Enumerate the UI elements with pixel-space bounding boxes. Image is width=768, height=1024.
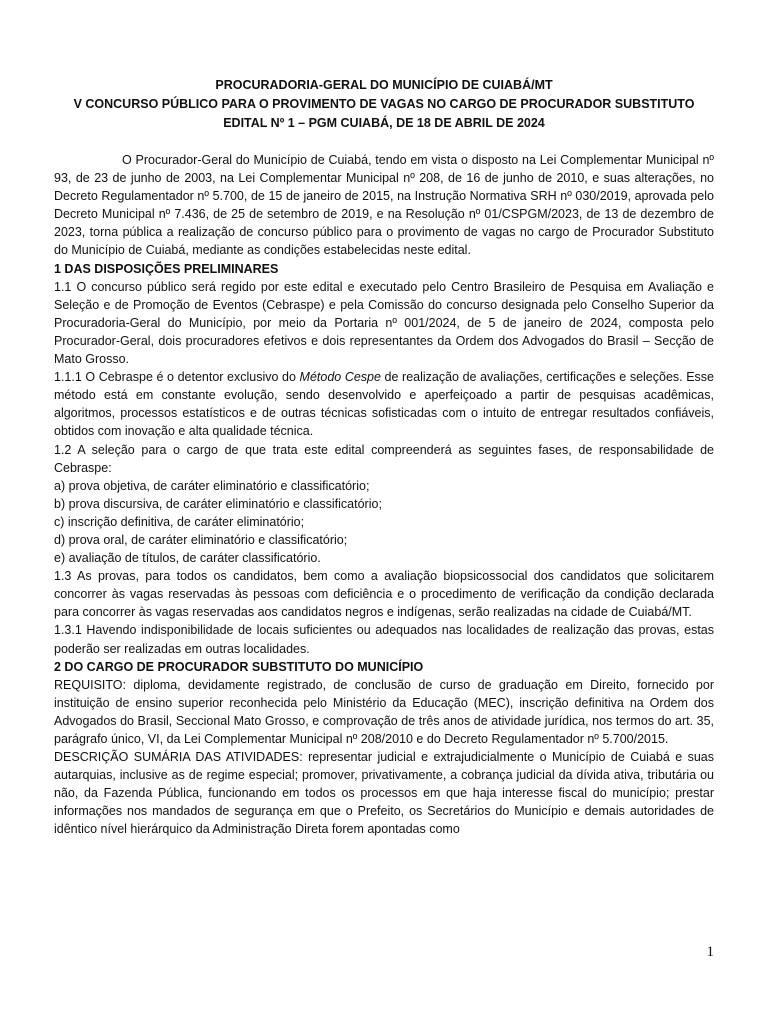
- item-1-2: 1.2 A seleção para o cargo de que trata este edital compreenderá as seguintes fases, de responsabilidade de Cebraspe:: [54, 442, 714, 475]
- document-header: [48, 76, 720, 133]
- item-1-1-1-end: de realização de avaliações, certificações e seleções. Esse método está em constante evolução, sendo desenvolvido e aperfeiçoado a partir de pesquisas acadêmicas, algoritmos, processos estatísticos e de outras técnicas sofisticadas com o intuito de entregar resultados confiáveis, obtidos com inovação e alta qualidade técnica.: [54, 370, 715, 439]
- item-1-1-1: [54, 368, 714, 440]
- requisito-paragraph: REQUISITO: diploma, devidamente registrado, de conclusão de curso de graduação em Direito, fornecido por instituição de ensino superior reconhecida pelo Ministério da Educação (MEC), inscrição definitiva na Ordem dos Advogados do Brasil, Seccional Mato Grosso, e comprovação de três anos de atividade jurídica, nos termos do art. 35, parágrafo único, VI, da Lei Complementar Municipal nº 208/2010 e do Decreto Regulamentador nº 5.700/2015.: [54, 677, 714, 746]
- section-1-heading: 1 DAS DISPOSIÇÕES PRELIMINARES: [54, 261, 279, 276]
- method-name: Método Cespe: [299, 370, 381, 385]
- item-1-1: 1.1 O concurso público será regido por este edital e executado pelo Centro Brasileiro de Pesquisa em Avaliação e Seleção e de Promoção de Eventos (Cebraspe) e pela Comissão do concurso designada pelo Conselho Superior da Procuradoria-Geral do Município, por meio da Portaria nº 001/2024, de 5 de janeiro de 2024, composta pelo Procurador-Geral, dois procuradores efetivos e dois representantes da Ordem dos Advogados do Brasil – Secção de Mato Grosso.: [54, 279, 714, 367]
- page-number: 1: [706, 944, 714, 960]
- section-2-heading: 2 DO CARGO DE PROCURADOR SUBSTITUTO DO MUNICÍPIO: [54, 659, 424, 674]
- descricao-paragraph: DESCRIÇÃO SUMÁRIA DAS ATIVIDADES: representar judicial e extrajudicialmente o Município de Cuiabá e suas autarquias, inclusive as de regime especial; promover, privativamente, a cobrança judicial da dívida ativa, tributária ou não, da Fazenda Pública, funcionando em todos os processos em que haja interesse fiscal do município; prestar informações nos mandados de segurança em que o Prefeito, os Secretários do Município e demais autoridades de idêntico nível hierárquico da Administração Direta forem apontadas como: [54, 750, 714, 837]
- phase-item-b: b) prova discursiva, de caráter eliminatório e classificatório;: [54, 496, 382, 511]
- phase-item-c: c) inscrição definitiva, de caráter eliminatório;: [54, 514, 305, 529]
- document-body: [54, 151, 714, 839]
- header-line-contest: V CONCURSO PÚBLICO PARA O PROVIMENTO DE VAGAS NO CARGO DE PROCURADOR SUBSTITUTO: [73, 97, 695, 111]
- item-1-3: 1.3 As provas, para todos os candidatos, bem como a avaliação biopsicossocial dos candidatos que solicitarem concorrer às vagas reservadas às pessoas com deficiência e o procedimento de verificação da condição declarada para concorrer às vagas reservadas aos candidatos negros e indígenas, serão realizadas na cidade de Cuiabá/MT.: [54, 569, 714, 620]
- item-1-3-1: 1.3.1 Havendo indisponibilidade de locais suficientes ou adequados nas localidades de realização das provas, estas poderão ser realizadas em outras localidades.: [54, 623, 714, 656]
- header-line-edital: EDITAL Nº 1 – PGM CUIABÁ, DE 18 DE ABRIL DE 2024: [223, 116, 545, 130]
- item-1-1-1-start: 1.1.1 O Cebraspe é o detentor exclusivo do: [54, 370, 300, 385]
- phase-item-a: a) prova objetiva, de caráter eliminatório e classificatório;: [54, 478, 370, 493]
- header-line-institution: PROCURADORIA-GERAL DO MUNICÍPIO DE CUIABÁ/MT: [215, 78, 553, 92]
- phase-item-e: e) avaliação de títulos, de caráter classificatório.: [54, 551, 321, 566]
- intro-paragraph: O Procurador-Geral do Município de Cuiabá, tendo em vista o disposto na Lei Complementar Municipal nº 93, de 23 de junho de 2003, na Lei Complementar Municipal nº 208, de 16 de junho de 2010, e suas alterações, no Decreto Regulamentador nº 5.700, de 15 de janeiro de 2015, na Instrução Normativa SRH nº 030/2019, aprovada pelo Decreto Municipal nº 7.436, de 25 de setembro de 2019, e na Resolução nº 01/CSPGM/2023, de 13 de dezembro de 2023, torna pública a realização de concurso público para o provimento de vagas no cargo de Procurador Substituto do Município de Cuiabá, mediante as condições estabelecidas neste edital.: [54, 153, 714, 258]
- phase-item-d: d) prova oral, de caráter eliminatório e classificatório;: [54, 532, 348, 547]
